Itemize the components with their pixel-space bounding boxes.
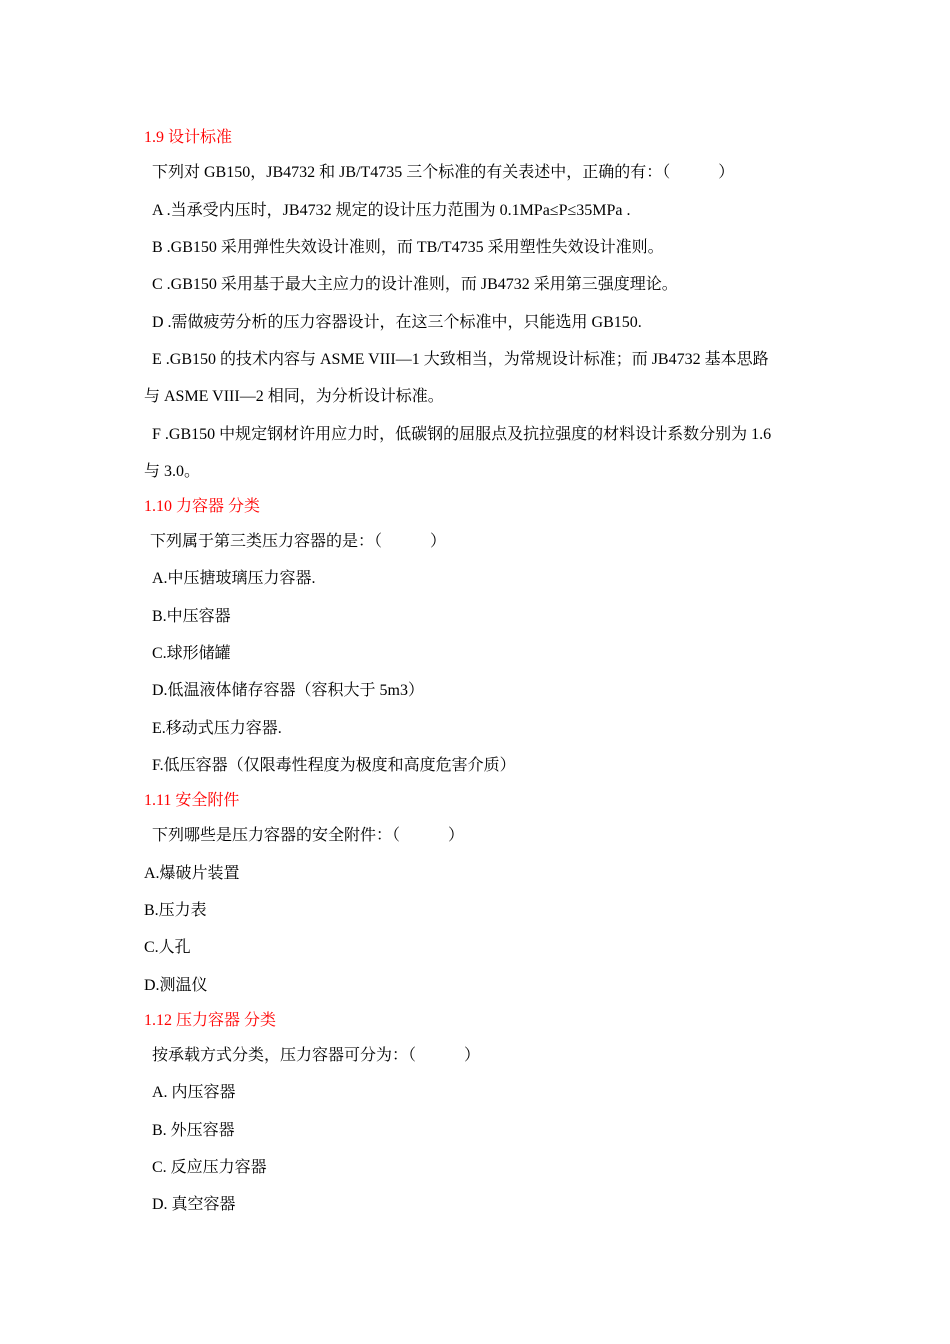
option-1-12-c: C. 反应压力容器	[152, 1159, 267, 1176]
question-1-9: 下列对 GB150，JB4732 和 JB/T4735 三个标准的有关表述中，正确的有：（ ）	[152, 164, 735, 181]
question-1-12: 按承载方式分类，压力容器可分为：（ ）	[152, 1047, 481, 1064]
option-1-9-e: E .GB150 的技术内容与 ASME VIII—1 大致相当，为常规设计标准；而 JB4732 基本思路	[152, 351, 769, 368]
section-heading-1-11: 1.11 安全附件	[144, 792, 240, 809]
option-1-10-a: A.中压搪玻璃压力容器.	[152, 570, 316, 587]
option-1-10-d: D.低温液体储存容器（容积大于 5m3）	[152, 682, 425, 699]
option-1-9-f-continued: 与 3.0。	[144, 463, 201, 480]
option-1-10-b: B.中压容器	[152, 608, 231, 625]
option-1-9-c: C .GB150 采用基于最大主应力的设计准则，而 JB4732 采用第三强度理论。	[152, 276, 678, 293]
option-1-10-e: E.移动式压力容器.	[152, 720, 282, 737]
option-1-9-a: A .当承受内压时，JB4732 规定的设计压力范围为 0.1MPa≤P≤35MPa .	[152, 202, 631, 219]
option-1-11-a: A.爆破片装置	[144, 865, 240, 882]
option-1-12-b: B. 外压容器	[152, 1122, 235, 1139]
option-1-12-d: D. 真空容器	[152, 1196, 236, 1213]
section-heading-1-10: 1.10 力容器 分类	[144, 498, 261, 515]
option-1-10-f: F.低压容器（仅限毒性程度为极度和高度危害介质）	[152, 757, 516, 774]
section-heading-1-9: 1.9 设计标准	[144, 129, 233, 146]
question-1-10: 下列属于第三类压力容器的是：（ ）	[150, 533, 447, 550]
option-1-11-d: D.测温仪	[144, 977, 208, 994]
option-1-9-e-continued: 与 ASME VIII—2 相同，为分析设计标准。	[144, 388, 444, 405]
option-1-10-c: C.球形储罐	[152, 645, 231, 662]
option-1-9-d: D .需做疲劳分析的压力容器设计，在这三个标准中，只能选用 GB150.	[152, 314, 642, 331]
option-1-12-a: A. 内压容器	[152, 1084, 236, 1101]
question-1-11: 下列哪些是压力容器的安全附件：（ ）	[152, 827, 465, 844]
option-1-9-b: B .GB150 采用弹性失效设计准则，而 TB/T4735 采用塑性失效设计准则。	[152, 239, 664, 256]
option-1-11-c: C.人孔	[144, 939, 191, 956]
option-1-9-f: F .GB150 中规定钢材许用应力时，低碳钢的屈服点及抗拉强度的材料设计系数分别为 1.6	[152, 426, 772, 443]
section-heading-1-12: 1.12 压力容器 分类	[144, 1012, 277, 1029]
option-1-11-b: B.压力表	[144, 902, 207, 919]
